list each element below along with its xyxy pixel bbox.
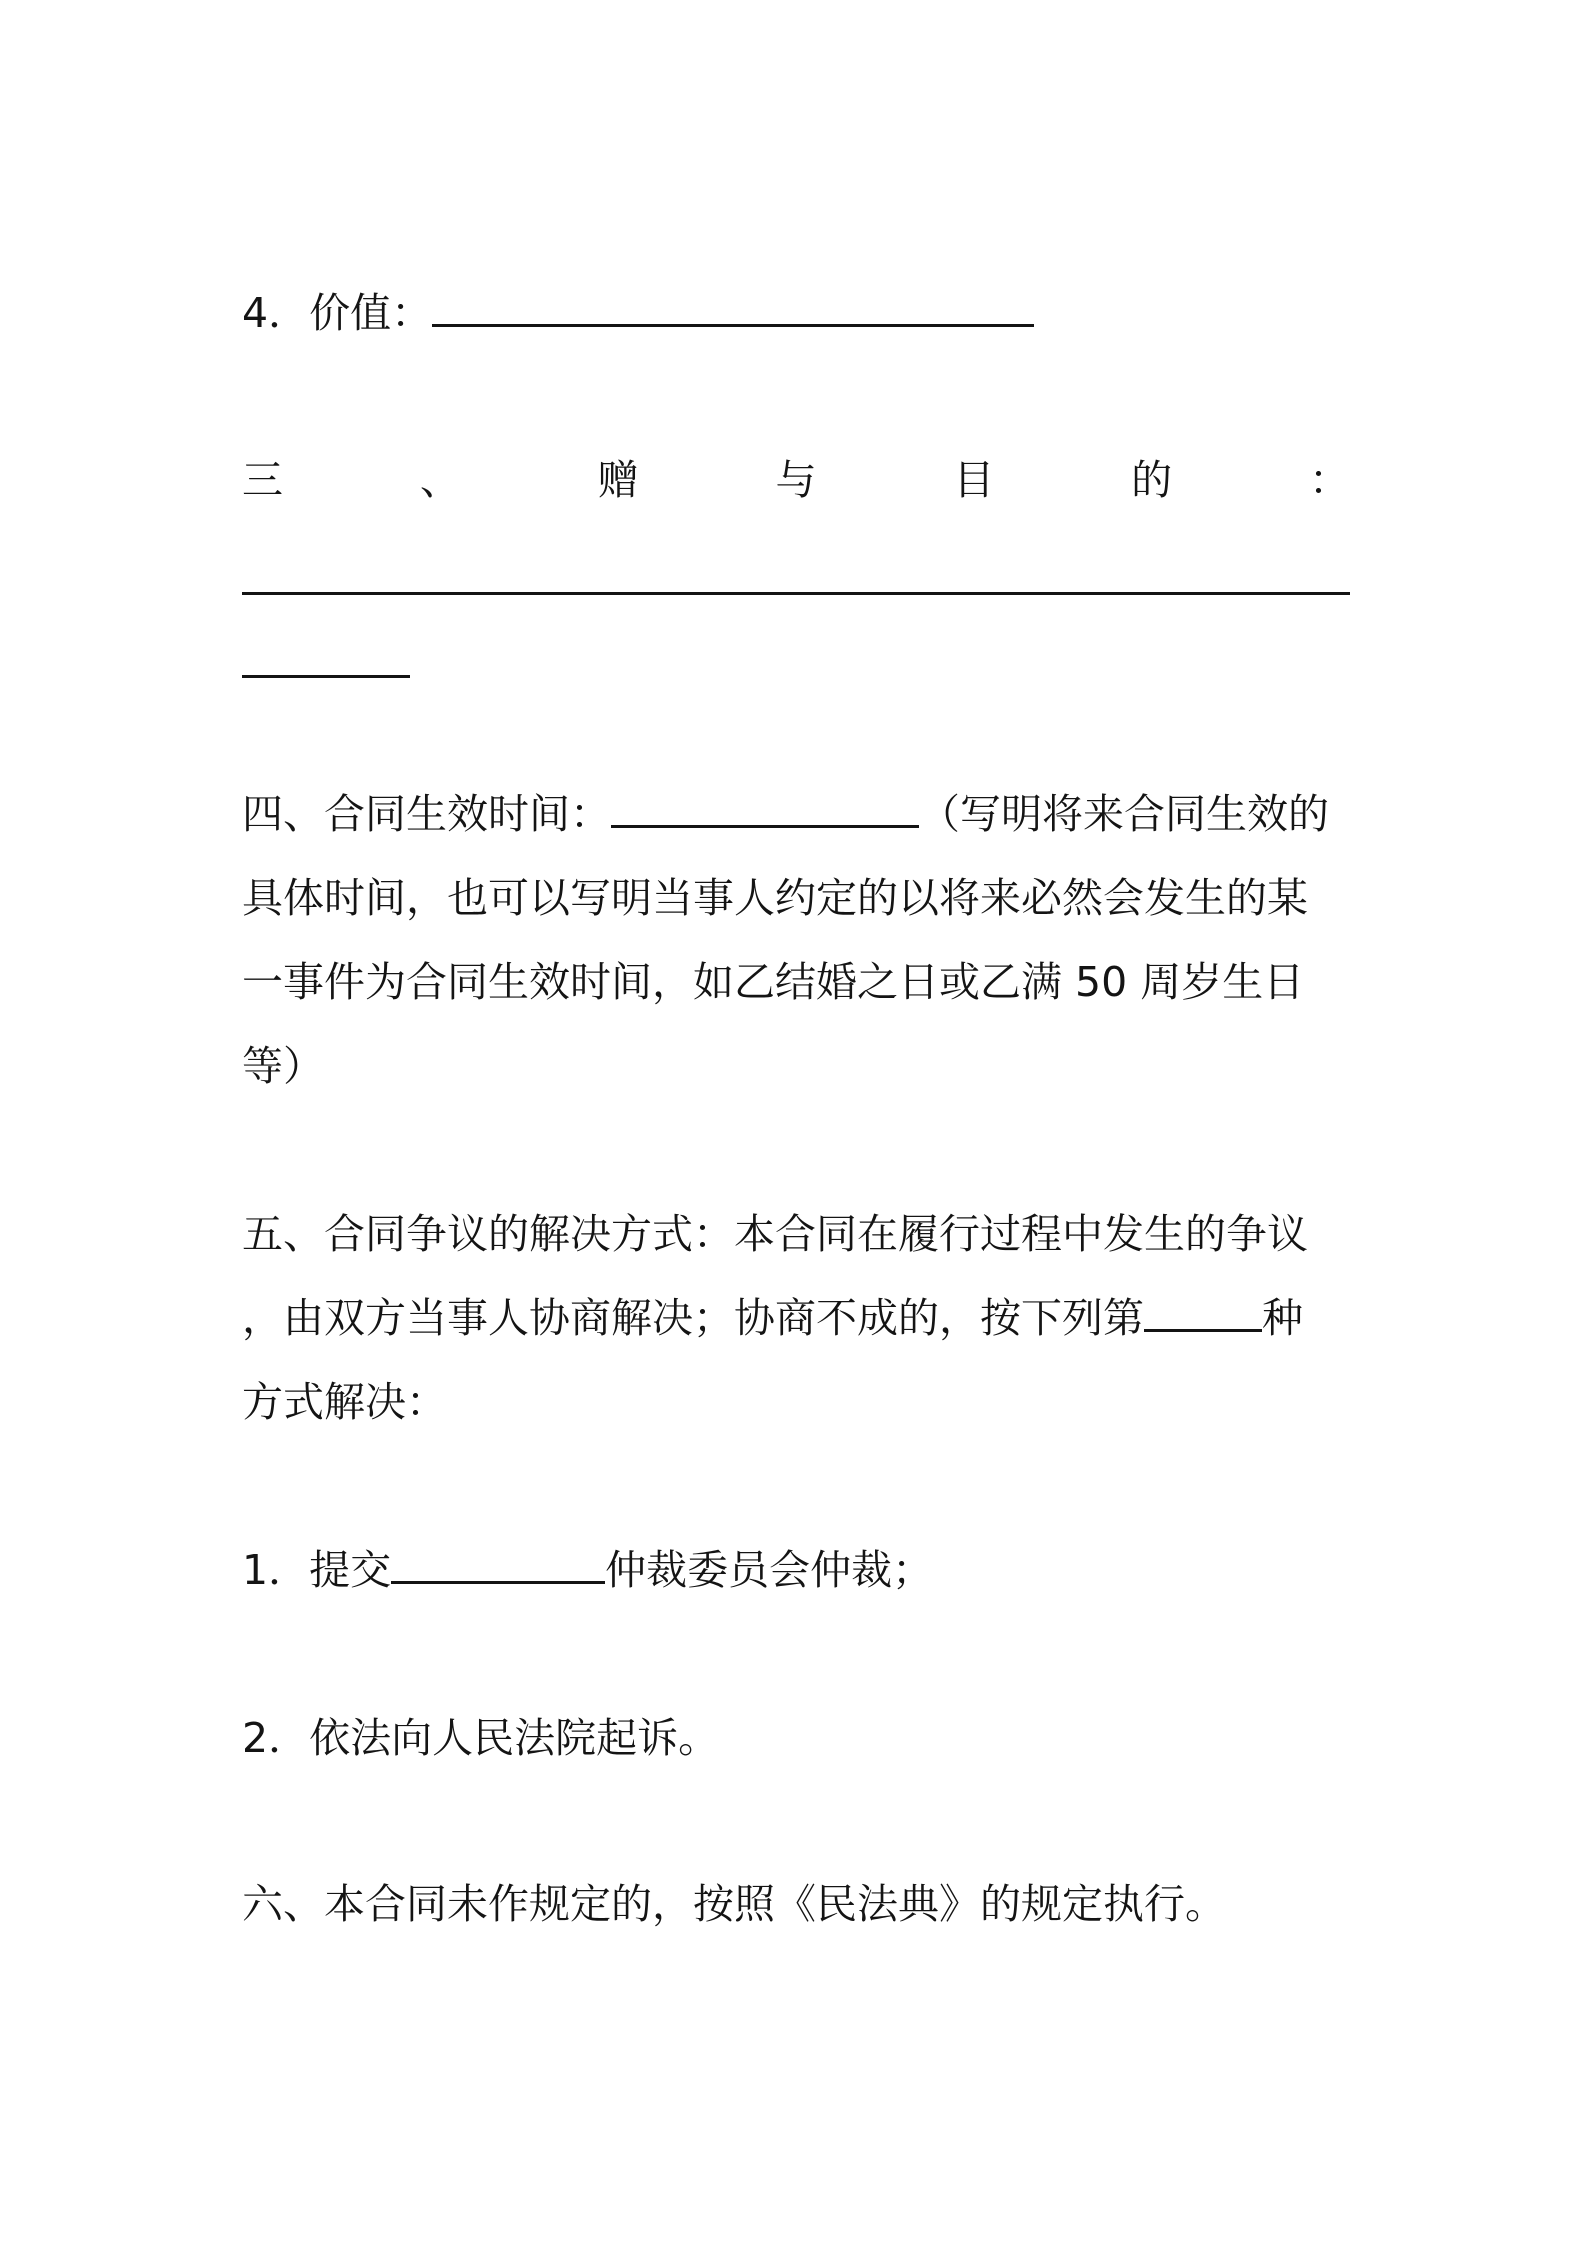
section4-text: （写明将来合同生效的 — [919, 790, 1329, 838]
section5-line-2 — [242, 1290, 1352, 1346]
section5-text: ，由双方当事人协商解决；协商不成的，按下列第 — [242, 1294, 1144, 1342]
arbitration-blank[interactable] — [391, 1545, 605, 1584]
item4-label: 4．价值： — [242, 289, 433, 337]
section3-heading — [242, 452, 1350, 508]
section3-char: 赠 — [597, 456, 639, 504]
dispute-option-blank[interactable] — [1144, 1293, 1262, 1332]
section3-char: 目 — [953, 456, 995, 504]
option1-suffix: 仲裁委员会仲裁； — [605, 1546, 934, 1594]
section3-char: 、 — [419, 456, 461, 504]
section3-char: ： — [1308, 456, 1350, 504]
section3-char: 与 — [775, 456, 817, 504]
option2-line: 2．依法向人民法院起诉。 — [242, 1714, 720, 1762]
section4-line-4: 等） — [242, 1042, 324, 1090]
item4-line — [242, 285, 1352, 341]
section4-line-2: 具体时间，也可以写明当事人约定的以将来必然会发生的某 — [242, 874, 1308, 922]
effective-time-blank[interactable] — [611, 789, 919, 828]
section4-line-1 — [242, 786, 1352, 842]
section5-suffix: 种 — [1262, 1294, 1303, 1342]
section6-line: 六、本合同未作规定的，按照《民法典》的规定执行。 — [242, 1880, 1226, 1928]
section4-line-3: 一事件为合同生效时间，如乙结婚之日或乙满 50 周岁生日 — [242, 958, 1305, 1006]
section3-char: 三 — [242, 456, 283, 504]
option1-line — [242, 1542, 1352, 1598]
section4-prefix: 四、合同生效时间： — [242, 790, 611, 838]
section3-char: 的 — [1131, 456, 1173, 504]
option1-prefix: 1．提交 — [242, 1546, 392, 1594]
purpose-blank-line-2[interactable] — [242, 675, 410, 678]
purpose-blank-line-1[interactable] — [242, 592, 1350, 595]
value-blank[interactable] — [432, 288, 1034, 327]
section5-line-3: 方式解决： — [242, 1378, 447, 1426]
section5-line-1: 五、合同争议的解决方式：本合同在履行过程中发生的争议 — [242, 1210, 1308, 1258]
